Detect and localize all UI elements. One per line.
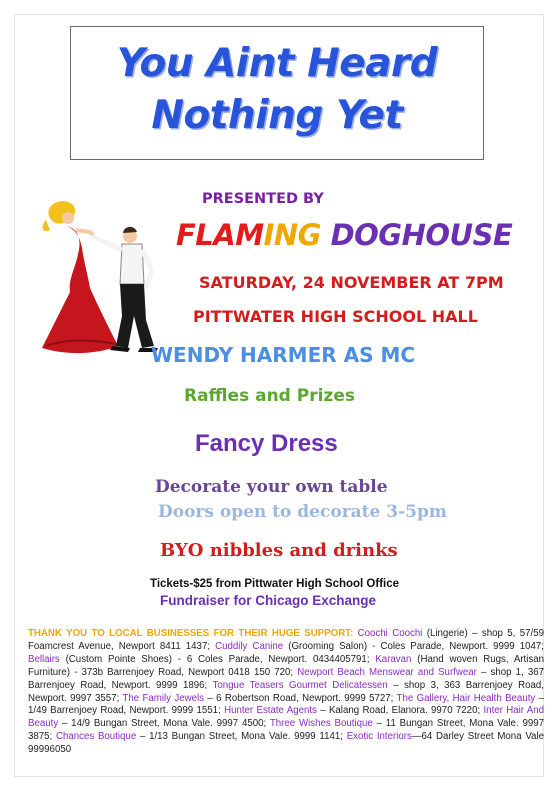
sponsor-name: The Gallery, Hair Health Beauty	[396, 692, 536, 704]
sponsor-details: (Lingerie) – shop 5, 57/59 Foamcrest Avenue, Newport 8411 1437;	[28, 628, 544, 652]
sponsor-name: Three Wishes Boutique	[269, 718, 373, 730]
sponsor-name: Bellairs	[28, 653, 60, 665]
sponsors-lead: THANK YOU TO LOCAL BUSINESSES FOR THEIR HUGE SUPPORT:	[28, 628, 354, 639]
sponsor-name: Inter Hair And Beauty	[28, 705, 544, 730]
event-date: SATURDAY, 24 NOVEMBER AT 7PM	[199, 273, 504, 292]
title-line-2: Nothing Yet	[151, 93, 403, 138]
sponsor-name: Coochi Coochi	[357, 628, 423, 639]
sponsor-name: Cuddily Canine	[215, 640, 284, 652]
fundraiser-note: Fundraiser for Chicago Exchange	[160, 593, 377, 608]
sponsor-details: – 14/9 Bungan Street, Mona Vale. 9997 4500;	[58, 718, 270, 730]
sponsor-details: – 1/49 Barrenjoey Road, Newport. 9999 1551;	[28, 692, 544, 717]
sponsor-name: Karavan	[375, 653, 412, 665]
sponsor-name: Exotic Interiors	[346, 731, 412, 743]
raffles-prizes: Raffles and Prizes	[184, 386, 355, 406]
theme-fancy-dress: Fancy Dress	[195, 430, 338, 457]
sponsor-details: – shop 1, 367 Barrenjoey Road, Newport. 9999 1896;	[28, 666, 545, 691]
sponsor-details: (Grooming Salon) - Coles Parade, Newport. 9999 1047;	[283, 640, 544, 652]
event-mc: WENDY HARMER AS MC	[151, 343, 416, 367]
sponsor-details: (Hand woven Rugs, Artisan Furniture) - 373b Barrenjoey Road, Newport 0418 150 720;	[28, 653, 545, 678]
sponsor-name: Newport Beach Menswear and Surfwear	[297, 666, 477, 678]
organizer-part-3: DOGHOUSE	[320, 218, 513, 252]
event-venue: PITTWATER HIGH SCHOOL HALL	[193, 307, 478, 326]
sponsors-paragraph	[28, 628, 544, 757]
dancing-couple-image	[38, 196, 166, 360]
title-line-1: You Aint Heard	[116, 41, 438, 86]
sponsor-name: The Family Jewels	[122, 692, 204, 704]
title-box	[70, 26, 484, 160]
presented-by: PRESENTED BY	[202, 191, 324, 207]
sponsor-details: – 6 Robertson Road, Newport. 9999 5727;	[204, 692, 397, 704]
byo-note: BYO nibbles and drinks	[160, 540, 398, 561]
sponsor-details: (Custom Pointe Shoes) - 6 Coles Parade, Newport. 0434405791;	[59, 653, 376, 665]
sponsor-details: —64 Darley Street Mona Vale 99996050	[28, 731, 544, 756]
organizer-name	[176, 218, 512, 252]
sponsor-details: – Kalang Road, Elanora. 9970 7220;	[316, 705, 484, 717]
sponsor-details: – shop 3, 363 Barrenjoey Road, Newport. 9997 3557;	[28, 679, 544, 704]
doors-open: Doors open to decorate 3-5pm	[158, 502, 447, 522]
sponsor-details: – 1/13 Bungan Street, Mona Vale. 9999 1141;	[136, 731, 347, 743]
sponsor-name: Chances Boutique	[55, 731, 137, 743]
organizer-part-2: ING	[263, 218, 321, 252]
organizer-part-1: FLAM	[176, 218, 264, 252]
decorate-table: Decorate your own table	[155, 477, 388, 497]
tickets-info: Tickets-$25 from Pittwater High School Office	[150, 578, 400, 590]
sponsor-details: – 11 Bungan Street, Mona Vale. 9997 3875;	[28, 718, 544, 743]
sponsor-name: Hunter Estate Agents	[224, 705, 317, 717]
sponsor-name: Tongue Teasers Gourmet Delicatessen	[212, 679, 388, 691]
